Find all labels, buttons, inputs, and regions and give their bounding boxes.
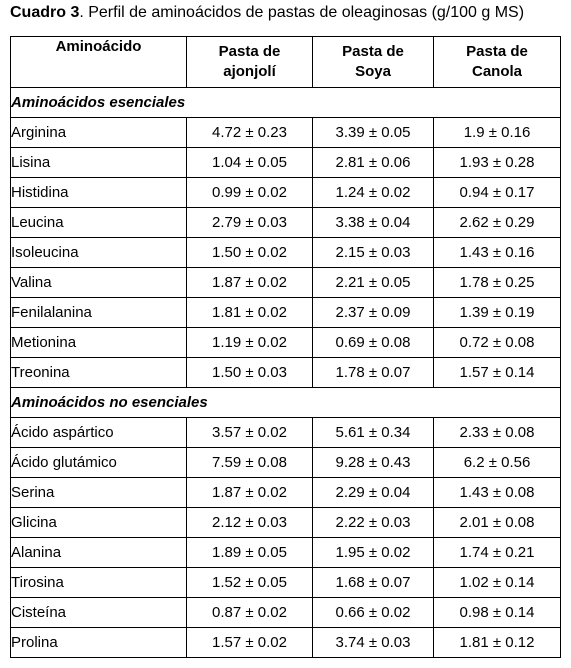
value-cell: 2.21 ± 0.05 [313, 268, 434, 298]
value-cell: 1.87 ± 0.02 [187, 478, 313, 508]
amino-acid-table [10, 36, 561, 658]
value-cell: 1.04 ± 0.05 [187, 148, 313, 178]
amino-acid-name: Tirosina [11, 568, 187, 598]
amino-acid-name: Valina [11, 268, 187, 298]
value-cell: 3.38 ± 0.04 [313, 208, 434, 238]
value-cell: 1.19 ± 0.02 [187, 328, 313, 358]
amino-acid-name: Fenilalanina [11, 298, 187, 328]
value-cell: 1.57 ± 0.14 [434, 358, 561, 388]
value-cell: 9.28 ± 0.43 [313, 448, 434, 478]
value-cell: 0.94 ± 0.17 [434, 178, 561, 208]
header-row [11, 37, 561, 88]
value-cell: 2.62 ± 0.29 [434, 208, 561, 238]
table-body [11, 88, 561, 658]
amino-acid-name: Ácido glutámico [11, 448, 187, 478]
value-cell: 1.43 ± 0.16 [434, 238, 561, 268]
value-cell: 0.66 ± 0.02 [313, 598, 434, 628]
section-title: Aminoácidos esenciales [11, 88, 561, 118]
table-row [11, 328, 561, 358]
table-row [11, 598, 561, 628]
value-cell: 1.68 ± 0.07 [313, 568, 434, 598]
table-row [11, 178, 561, 208]
table-row [11, 268, 561, 298]
value-cell: 0.87 ± 0.02 [187, 598, 313, 628]
value-cell: 0.69 ± 0.08 [313, 328, 434, 358]
amino-acid-name: Leucina [11, 208, 187, 238]
header-aminoacido: Aminoácido [11, 37, 187, 88]
header-soya: Pasta de Soya [313, 37, 434, 88]
amino-acid-name: Serina [11, 478, 187, 508]
table-caption [10, 4, 524, 22]
value-cell: 2.01 ± 0.08 [434, 508, 561, 538]
value-cell: 6.2 ± 0.56 [434, 448, 561, 478]
value-cell: 1.87 ± 0.02 [187, 268, 313, 298]
value-cell: 4.72 ± 0.23 [187, 118, 313, 148]
header-ajonjoli: Pasta de ajonjolí [187, 37, 313, 88]
section-title: Aminoácidos no esenciales [11, 388, 561, 418]
value-cell: 3.57 ± 0.02 [187, 418, 313, 448]
amino-acid-name: Histidina [11, 178, 187, 208]
value-cell: 1.57 ± 0.02 [187, 628, 313, 658]
value-cell: 1.02 ± 0.14 [434, 568, 561, 598]
table-row [11, 208, 561, 238]
table-row [11, 298, 561, 328]
amino-acid-name: Ácido aspártico [11, 418, 187, 448]
header-canola: Pasta de Canola [434, 37, 561, 88]
value-cell: 2.79 ± 0.03 [187, 208, 313, 238]
value-cell: 1.93 ± 0.28 [434, 148, 561, 178]
table-row [11, 508, 561, 538]
value-cell: 1.9 ± 0.16 [434, 118, 561, 148]
value-cell: 3.39 ± 0.05 [313, 118, 434, 148]
amino-acid-name: Alanina [11, 538, 187, 568]
value-cell: 1.89 ± 0.05 [187, 538, 313, 568]
table-row [11, 628, 561, 658]
value-cell: 7.59 ± 0.08 [187, 448, 313, 478]
value-cell: 2.37 ± 0.09 [313, 298, 434, 328]
table-row [11, 478, 561, 508]
table-row [11, 538, 561, 568]
table-row [11, 238, 561, 268]
caption-text: . Perfil de aminoácidos de pastas de oleaginosas (g/100 g MS) [79, 4, 525, 21]
table-row [11, 568, 561, 598]
value-cell: 1.78 ± 0.07 [313, 358, 434, 388]
caption-label: Cuadro 3 [10, 4, 80, 21]
value-cell: 5.61 ± 0.34 [313, 418, 434, 448]
value-cell: 2.81 ± 0.06 [313, 148, 434, 178]
amino-acid-name: Prolina [11, 628, 187, 658]
amino-acid-name: Cisteína [11, 598, 187, 628]
value-cell: 1.81 ± 0.02 [187, 298, 313, 328]
amino-acid-name: Glicina [11, 508, 187, 538]
value-cell: 0.99 ± 0.02 [187, 178, 313, 208]
value-cell: 2.22 ± 0.03 [313, 508, 434, 538]
amino-acid-name: Lisina [11, 148, 187, 178]
value-cell: 3.74 ± 0.03 [313, 628, 434, 658]
table-row [11, 418, 561, 448]
value-cell: 1.39 ± 0.19 [434, 298, 561, 328]
table-row [11, 358, 561, 388]
value-cell: 1.50 ± 0.02 [187, 238, 313, 268]
table-row [11, 148, 561, 178]
value-cell: 1.43 ± 0.08 [434, 478, 561, 508]
value-cell: 2.33 ± 0.08 [434, 418, 561, 448]
value-cell: 1.78 ± 0.25 [434, 268, 561, 298]
value-cell: 0.98 ± 0.14 [434, 598, 561, 628]
section-row [11, 388, 561, 418]
value-cell: 0.72 ± 0.08 [434, 328, 561, 358]
value-cell: 1.74 ± 0.21 [434, 538, 561, 568]
amino-acid-name: Arginina [11, 118, 187, 148]
value-cell: 2.29 ± 0.04 [313, 478, 434, 508]
table-row [11, 118, 561, 148]
value-cell: 1.95 ± 0.02 [313, 538, 434, 568]
amino-acid-name: Isoleucina [11, 238, 187, 268]
value-cell: 2.15 ± 0.03 [313, 238, 434, 268]
value-cell: 1.52 ± 0.05 [187, 568, 313, 598]
amino-acid-name: Treonina [11, 358, 187, 388]
table-row [11, 448, 561, 478]
section-row [11, 88, 561, 118]
value-cell: 1.81 ± 0.12 [434, 628, 561, 658]
value-cell: 1.24 ± 0.02 [313, 178, 434, 208]
value-cell: 2.12 ± 0.03 [187, 508, 313, 538]
value-cell: 1.50 ± 0.03 [187, 358, 313, 388]
amino-acid-name: Metionina [11, 328, 187, 358]
